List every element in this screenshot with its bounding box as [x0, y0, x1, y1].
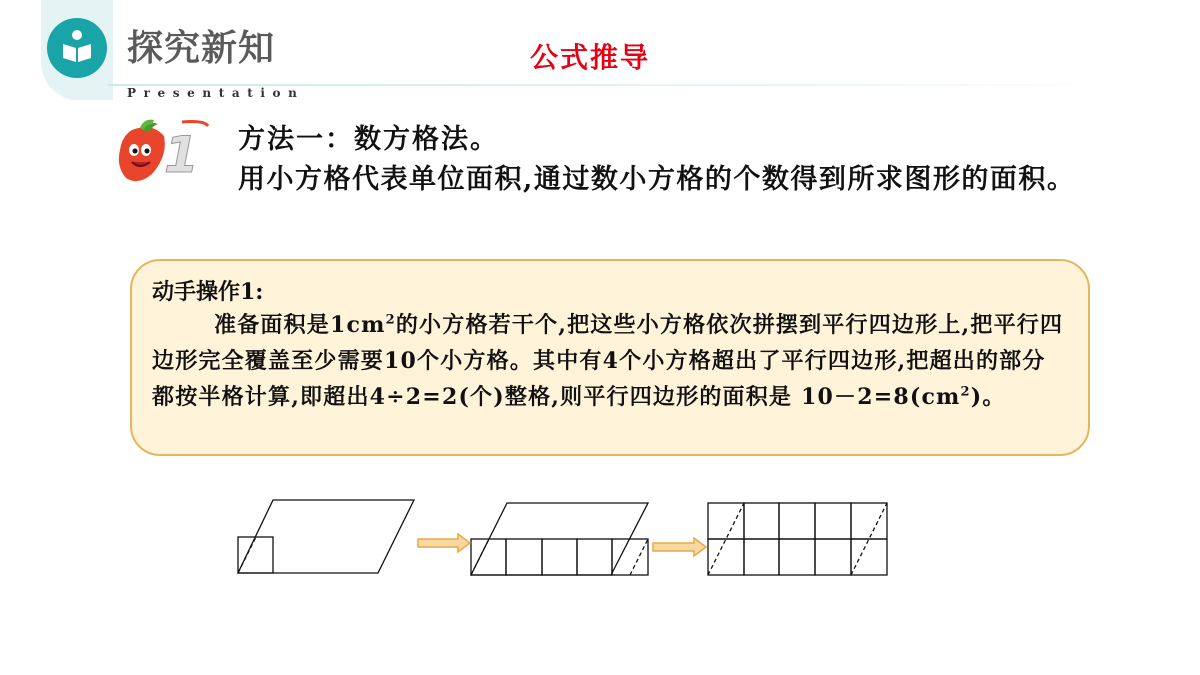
activity-text-part2: 的小方格若干个,把这些小方格依次拼摆到平行四边形上,把平行四边形完全覆盖至少需要10个小方格。其中有4个小方格超出了平行四边形,把超出的部分都按半格计算,即超出4÷2=2(个)整格,则平行四边形的面积是 10－2=8(cm	[152, 312, 1064, 410]
method-number: 1	[164, 126, 199, 184]
header-subtitle: Presentation	[127, 86, 305, 100]
right-arrow-icon	[418, 534, 470, 552]
figure-parallelogram	[238, 500, 414, 573]
activity-sup2: 2	[960, 384, 971, 400]
figure-one-row	[471, 503, 648, 575]
activity-text	[152, 307, 1067, 415]
activity-text-part3: )。	[970, 384, 1006, 410]
topic-title: 公式推导	[530, 41, 651, 74]
method-title: 方法一：数方格法。	[238, 124, 499, 155]
header-title: 探究新知	[127, 28, 276, 69]
activity-sup1: 2	[385, 312, 396, 328]
figure-two-rows	[708, 503, 887, 575]
activity-title: 动手操作1:	[152, 279, 264, 305]
activity-box	[130, 259, 1090, 456]
right-arrow-icon	[653, 538, 706, 556]
activity-text-part1: 准备面积是1cm	[214, 312, 386, 338]
method-description: 用小方格代表单位面积,通过数小方格的个数得到所求图形的面积。	[238, 164, 1076, 195]
header-tab	[41, 0, 113, 100]
